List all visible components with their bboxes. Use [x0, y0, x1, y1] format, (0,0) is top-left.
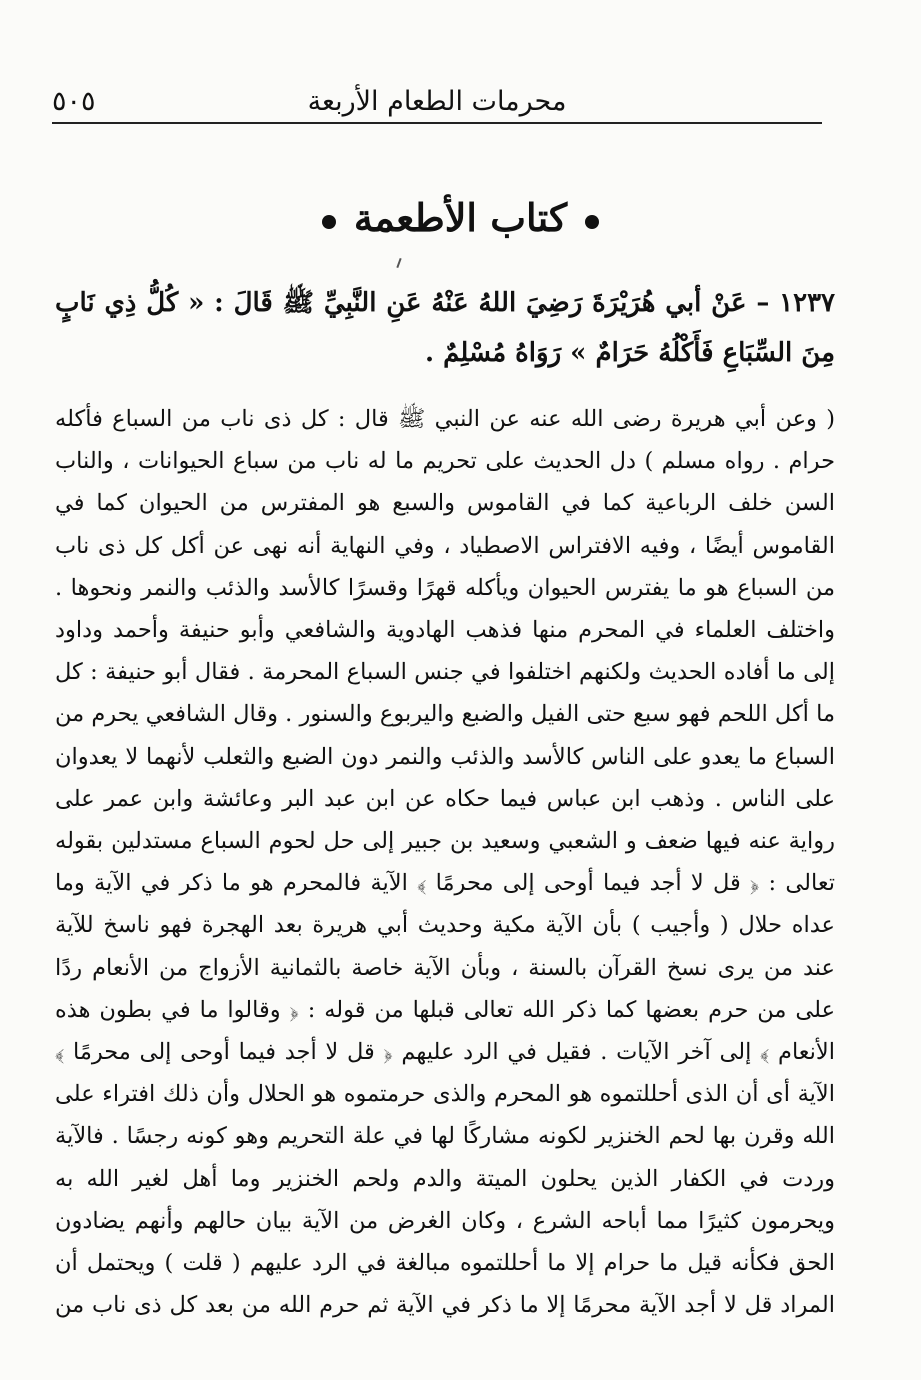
page-number: ٥٠٥ — [52, 86, 96, 117]
page-header — [52, 82, 822, 122]
hadith-text: ١٢٣٧ – عَنْ أبي هُرَيْرَةَ رَضِيَ اللهُ عَنْهُ عَنِ النَّبِيِّ ﷺ قَالَ : « كُلُّ ذِي نَابٍ مِنَ السِّبَاعِ فَأَكْلُهُ حَرَامٌ » رَوَاهُ مُسْلِمٌ . — [55, 288, 835, 368]
commentary — [55, 398, 835, 1326]
running-title: محرمات الطعام الأربعة — [307, 86, 567, 117]
book-title-row — [0, 195, 921, 240]
bullet-icon — [585, 215, 599, 229]
book-title: كتاب الأطعمة — [353, 195, 568, 240]
tick-mark — [396, 258, 401, 268]
header-rule — [52, 122, 822, 124]
bullet-icon — [322, 215, 336, 229]
commentary-text: ( وعن أبي هريرة رضى الله عنه عن النبي ﷺ قال : كل ذى ناب من السباع فأكله حرام . رواه مسلم ) دل الحديث على تحريم ما له ناب من سباع الحيوانات ، والناب السن خلف الرباعية كما في القاموس والسبع هو المفترس من الحيوان كما في القاموس أيضًا ، وفيه الافتراس الاصطياد ، وفي النهاية أنه نهى عن أكل كل ذى ناب من السباع هو ما يفترس الحيوان ويأكله قهرًا وقسرًا كالأسد والذئب والنمر ونحوها . واختلف العلماء في المحرم منها فذهب الهادوية والشافعي وأبو حنيفة وأحمد وداود إلى ما أفاده الحديث ولكنهم اختلفوا في جنس السباع المحرمة . فقال أبو حنيفة : كل ما أكل اللحم فهو سبع حتى الفيل والضبع واليربوع والسنور . وقال الشافعي يحرم من السباع ما يعدو على الناس كالأسد والذئب والنمر دون الضبع والثعلب لأنهما لا يعدوان على الناس . وذهب ابن عباس فيما حكاه عن ابن عبد البر وعائشة وابن عمر على رواية عنه فيها ضعف و الشعبي وسعيد بن جبير إلى حل لحوم السباع مستدلين بقوله تعالى : ﴿ قل لا أجد فيما أوحى إلى محرمًا ﴾ الآية فالمحرم هو ما ذكر في الآية وما عداه حلال ( وأجيب ) بأن الآية مكية وحديث أبي هريرة بعد الهجرة فهو ناسخ للآية عند من يرى نسخ القرآن بالسنة ، وبأن الآية خاصة بالثمانية الأزواج من الأنعام ردًا على من حرم بعضها كما ذكر الله تعالى قبلها من قوله : ﴿ وقالوا ما في بطون هذه الأنعام ﴾ إلى آخر الآيات . فقيل في الرد عليهم ﴿ قل لا أجد فيما أوحى إلى محرمًا ﴾ الآية أى أن الذى أحللتموه هو المحرم والذى حرمتموه هو الحلال وأن ذلك افتراء على الله وقرن بها لحم الخنزير لكونه مشاركًا لها في علة التحريم وهو كونه رجسًا . فالآية وردت في الكفار الذين يحلون الميتة والدم ولحم الخنزير وما أهل لغير الله به ويحرمون كثيرًا مما أباحه الشرع ، وكان الغرض من الآية بيان حالهم وأنهم يضادون الحق فكأنه قيل ما حرام إلا ما أحللتموه مبالغة في الرد عليهم ( قلت ) ويحتمل أن المراد قل لا أجد الآية محرمًا إلا ما ذكر في الآية ثم حرم الله من بعد كل ذى ناب من — [55, 406, 835, 1319]
